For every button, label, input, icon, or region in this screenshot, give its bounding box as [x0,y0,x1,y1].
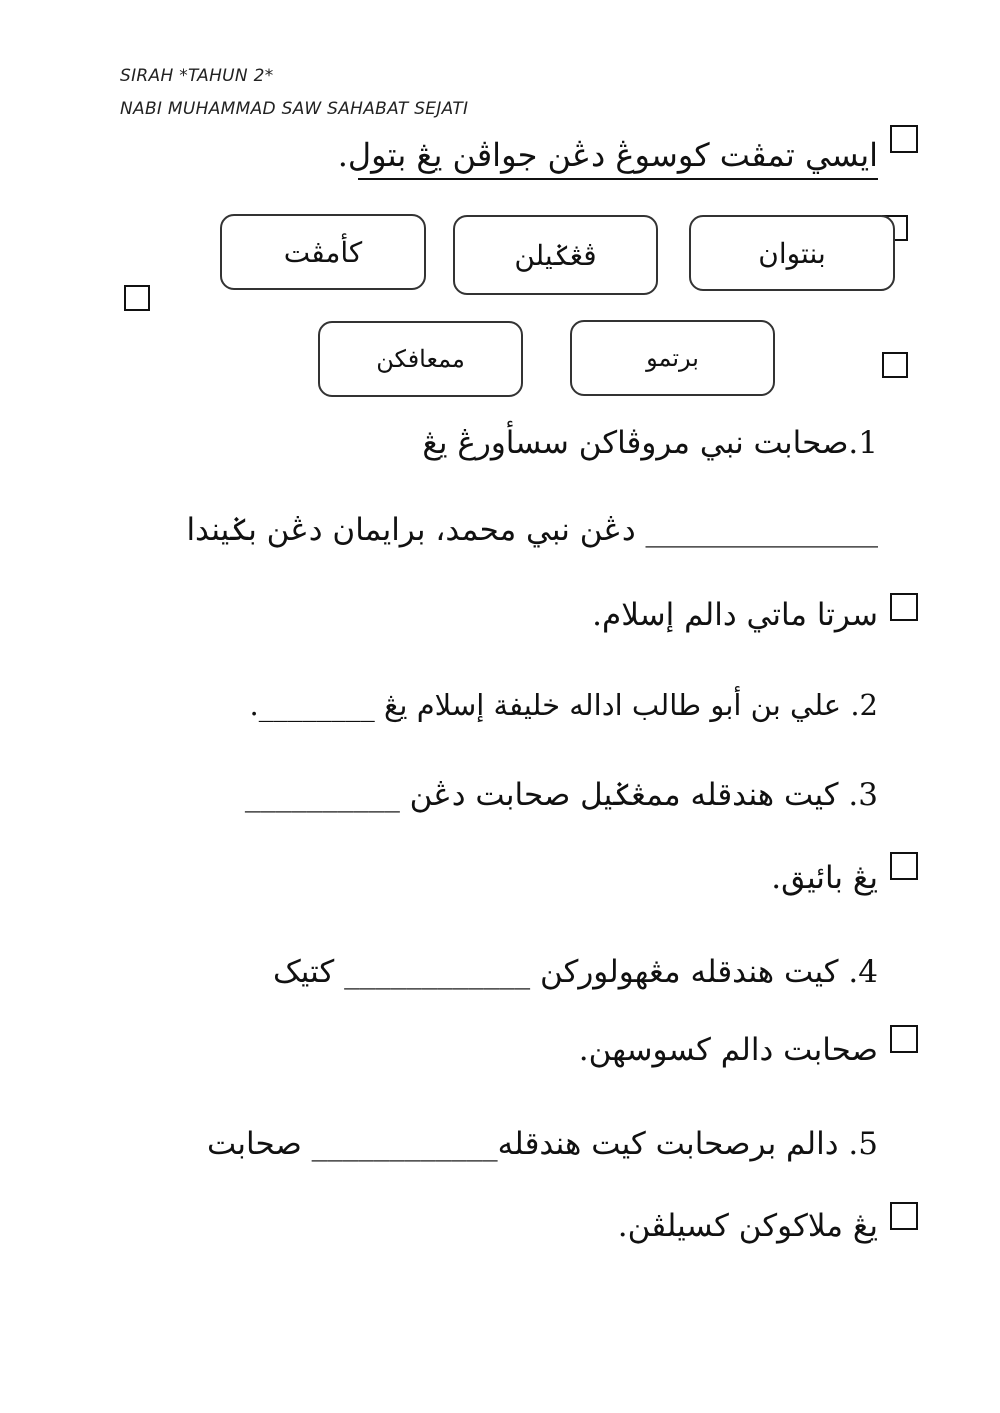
question-2: 2. علي بن أبو طالب اداله خليفة إسلام يڠ ________. [249,688,878,722]
header-title: NABI MUHAMMAD SAW SAHABAT SEJATI [120,99,469,119]
question-1-line-3: سرتا ماتي دالم إسلام. [592,597,878,633]
question-4-line-2: صحابت دالم كسوسهن. [578,1032,878,1068]
question-3-line-1: 3. كيت هندقله ممڠݢيل صحابت دڠن __________ [244,777,878,813]
answer-checkbox[interactable] [890,1202,918,1230]
answer-checkbox[interactable] [890,125,918,153]
answer-checkbox[interactable] [890,593,918,621]
question-4-line-1: 4. كيت هندقله مڠهولوركن ____________ كتيک [273,954,878,990]
question-1-line-1: 1.صحابت نبي مروڤاكن سسأورڠ يڠ [422,425,878,461]
answer-checkbox[interactable] [890,852,918,880]
word-option-panggilan[interactable]: ڤڠݢيلن [453,215,658,295]
question-3-line-2: يڠ بائيق. [771,860,878,896]
question-5-line-1: 5. دالم برصحابت كيت هندقله____________ صحابت [206,1126,878,1162]
word-option-bertemu[interactable]: برتمو [570,320,775,396]
word-option-memaafkan[interactable]: ممعافكن [318,321,523,397]
answer-checkbox[interactable] [882,352,908,378]
header-subject: SIRAH *TAHUN 2* [120,66,274,86]
question-1-line-2: _______________ دڠن نبي محمد، برايمان دڠن بݢيندا [186,512,878,548]
question-5-line-2: يڠ ملاكوكن كسيلڤن. [617,1208,878,1244]
answer-checkbox[interactable] [124,285,150,311]
answer-checkbox[interactable] [890,1025,918,1053]
word-option-keempat[interactable]: كأمڤت [220,214,426,290]
word-option-bantuan[interactable]: بنتوان [689,215,895,291]
instruction-text: ايسي تمڤت كوسوڠ دڠن جواڤن يڠ بتول. [358,136,878,180]
